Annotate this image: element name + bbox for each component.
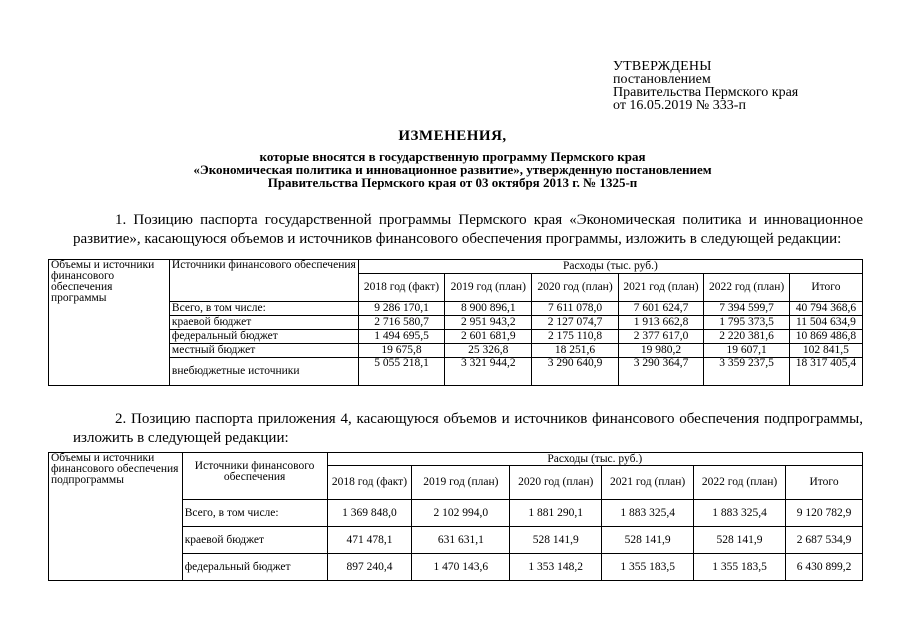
table2-cell: 1 353 148,2 xyxy=(510,554,602,581)
approval-line-1: постановлением xyxy=(613,72,711,87)
table1-year-header: 2021 год (план) xyxy=(618,274,704,302)
table1-cell: 1 913 662,8 xyxy=(618,316,704,330)
table1-cell: 7 611 078,0 xyxy=(532,302,618,316)
table1-year-header: 2022 год (план) xyxy=(704,274,790,302)
table1-cell: 2 951 943,2 xyxy=(445,316,532,330)
table1-cell: 2 127 074,7 xyxy=(532,316,618,330)
table1-cell: 2 716 580,7 xyxy=(358,316,444,330)
table-row xyxy=(49,302,863,316)
approval-line-3: от 16.05.2019 № 333-п xyxy=(613,98,746,113)
paragraph-1-text: 1. Позицию паспорта государственной программы Пермского края «Экономическая политика и инновационное развитие», касающуюся объемов и источников финансового обеспечения программы, изложить в следующей редакции: xyxy=(73,212,863,247)
table2-cell: 1 470 143,6 xyxy=(412,554,510,581)
table1-col2-header: Источники финансового обеспечения xyxy=(169,260,358,302)
table1-cell: 3 290 640,9 xyxy=(532,358,618,386)
table1-row-label: Всего, в том числе: xyxy=(169,302,358,316)
table2-cell: 528 141,9 xyxy=(510,527,602,554)
table1-row-label: местный бюджет xyxy=(169,344,358,358)
table2-cell: 897 240,4 xyxy=(327,554,412,581)
table1-cell: 9 286 170,1 xyxy=(358,302,444,316)
paragraph-1 xyxy=(73,211,863,249)
table1-row-label: внебюджетные источники xyxy=(169,358,358,386)
table1-cell: 3 290 364,7 xyxy=(618,358,704,386)
table1-cell: 19 607,1 xyxy=(704,344,790,358)
table2-cell: 2 687 534,9 xyxy=(786,527,863,554)
table2-year-header: 2020 год (план) xyxy=(510,466,602,500)
table1-cell: 8 900 896,1 xyxy=(445,302,532,316)
table-row xyxy=(49,316,863,330)
table1-cell: 1 494 695,5 xyxy=(358,330,444,344)
table1-cell: 19 980,2 xyxy=(618,344,704,358)
table2-year-header: 2019 год (план) xyxy=(412,466,510,500)
program-funding-table xyxy=(48,259,863,386)
table1-cell: 7 394 599,7 xyxy=(704,302,790,316)
document-subtitle xyxy=(0,150,905,189)
subprogram-funding-table xyxy=(48,452,863,581)
subtitle-line-1: которые вносятся в государственную программу Пермского края xyxy=(259,149,646,164)
table1-cell: 10 869 486,8 xyxy=(789,330,862,344)
table2-cell: 631 631,1 xyxy=(412,527,510,554)
table2-cell: 2 102 994,0 xyxy=(412,500,510,527)
table2-year-header: 2021 год (план) xyxy=(602,466,694,500)
paragraph-2-text: 2. Позицию паспорта приложения 4, касающуюся объемов и источников финансового обеспечения подпрограммы, изложить в следующей редакции: xyxy=(73,411,863,446)
table1-cell: 3 321 944,2 xyxy=(445,358,532,386)
table2-cell: 471 478,1 xyxy=(327,527,412,554)
subtitle-line-2: «Экономическая политика и инновационное развитие», утвержденную постановлением xyxy=(193,162,712,177)
table2-cell: 6 430 899,2 xyxy=(786,554,863,581)
approval-title: УТВЕРЖДЕНЫ xyxy=(613,59,712,74)
table1-year-header: 2019 год (план) xyxy=(445,274,532,302)
table-row xyxy=(49,358,863,386)
paragraph-2 xyxy=(73,410,863,448)
document-title: ИЗМЕНЕНИЯ, xyxy=(398,128,507,144)
table2-col2-header: Источники финансового обеспечения xyxy=(182,453,327,500)
table2-cell: 1 883 325,4 xyxy=(694,500,786,527)
table1-cell: 25 326,8 xyxy=(445,344,532,358)
table2-cell: 1 355 183,5 xyxy=(602,554,694,581)
table1-cell: 7 601 624,7 xyxy=(618,302,704,316)
table2-year-header: 2018 год (факт) xyxy=(327,466,412,500)
table1-expenses-header: Расходы (тыс. руб.) xyxy=(358,260,862,274)
table2-cell: 1 355 183,5 xyxy=(694,554,786,581)
table1-cell: 11 504 634,9 xyxy=(789,316,862,330)
table1-cell: 18 317 405,4 xyxy=(789,358,862,386)
table2-cell: 1 883 325,4 xyxy=(602,500,694,527)
table2-cell: 528 141,9 xyxy=(602,527,694,554)
table2-cell: 1 369 848,0 xyxy=(327,500,412,527)
table1-cell: 40 794 368,6 xyxy=(789,302,862,316)
table2-year-header: 2022 год (план) xyxy=(694,466,786,500)
subtitle-line-3: Правительства Пермского края от 03 октября 2013 г. № 1325-п xyxy=(267,175,638,190)
table1-year-header: 2020 год (план) xyxy=(532,274,618,302)
table1-cell: 2 601 681,9 xyxy=(445,330,532,344)
table1-year-header: Итого xyxy=(789,274,862,302)
table2-year-header: Итого xyxy=(786,466,863,500)
table1-row-label: краевой бюджет xyxy=(169,316,358,330)
table2-cell: 528 141,9 xyxy=(694,527,786,554)
table2-cell: 1 881 290,1 xyxy=(510,500,602,527)
table1-cell: 3 359 237,5 xyxy=(704,358,790,386)
table1-cell: 19 675,8 xyxy=(358,344,444,358)
table2-expenses-header: Расходы (тыс. руб.) xyxy=(327,453,863,466)
approval-block xyxy=(613,60,798,112)
table1-cell: 1 795 373,5 xyxy=(704,316,790,330)
table1-cell: 2 377 617,0 xyxy=(618,330,704,344)
table-row xyxy=(49,330,863,344)
table2-row-label: краевой бюджет xyxy=(182,527,327,554)
table2-col1-header: Объемы и источники финансового обеспечения подпрограммы xyxy=(49,453,183,581)
table1-cell: 2 220 381,6 xyxy=(704,330,790,344)
table1-cell: 18 251,6 xyxy=(532,344,618,358)
approval-line-2: Правительства Пермского края xyxy=(613,85,799,100)
table1-cell: 5 055 218,1 xyxy=(358,358,444,386)
table1-col1-header: Объемы и источники финансового обеспечения программы xyxy=(49,260,170,386)
table1-row-label: федеральный бюджет xyxy=(169,330,358,344)
table-row xyxy=(49,344,863,358)
table1-cell: 2 175 110,8 xyxy=(532,330,618,344)
table2-cell: 9 120 782,9 xyxy=(786,500,863,527)
table2-row-label: Всего, в том числе: xyxy=(182,500,327,527)
table2-row-label: федеральный бюджет xyxy=(182,554,327,581)
table1-year-header: 2018 год (факт) xyxy=(358,274,444,302)
table1-cell: 102 841,5 xyxy=(789,344,862,358)
